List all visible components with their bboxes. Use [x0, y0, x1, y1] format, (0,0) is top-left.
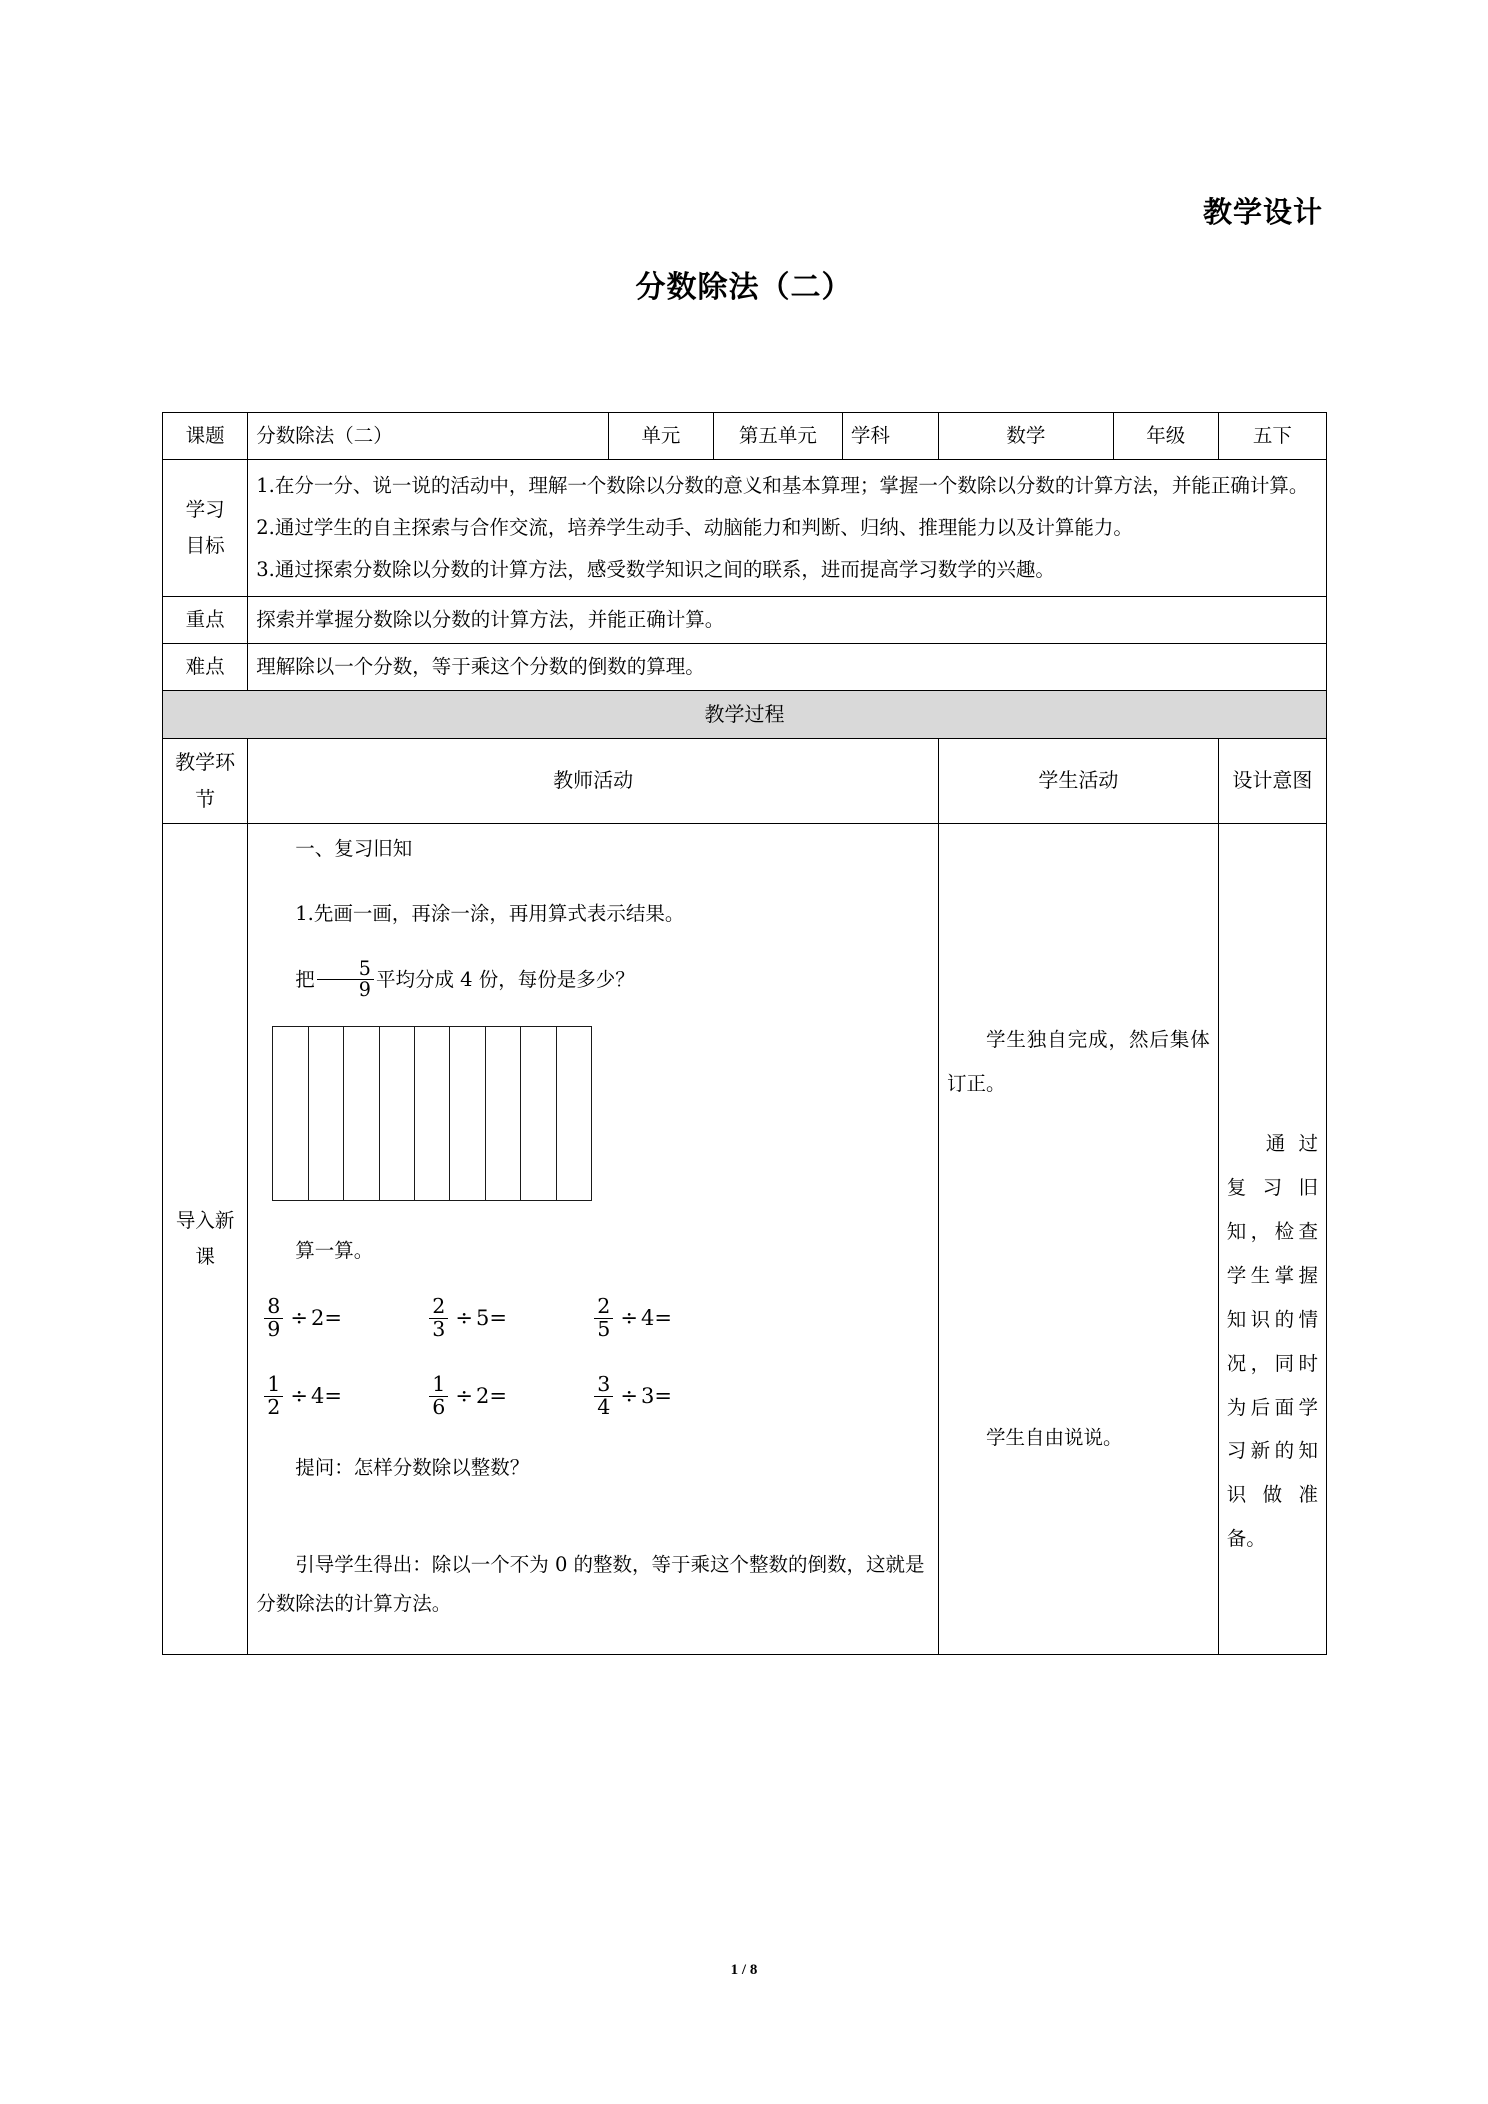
- divide-operator: ÷: [455, 1384, 473, 1409]
- calc-item: [427, 1374, 592, 1418]
- fraction-denominator: 5: [594, 1318, 613, 1341]
- teacher-heading: 一、复习旧知: [295, 836, 413, 860]
- subject-label: 学科: [842, 413, 938, 460]
- fraction-strip-cell: [521, 1027, 556, 1200]
- table-row-key-point: [163, 596, 1327, 643]
- calc-divisor: 4=: [310, 1384, 342, 1409]
- objectives-content: [248, 460, 1327, 597]
- question-suffix: 平均分成 4 份，每份是多少？: [375, 968, 635, 992]
- fraction-strip-cell: [309, 1027, 344, 1200]
- stage-name: 导入新课: [163, 823, 248, 1655]
- calc-divisor: 5=: [475, 1305, 507, 1330]
- process-banner: 教学过程: [163, 690, 1327, 738]
- objectives-label: [163, 460, 248, 597]
- fraction-denominator: 6: [429, 1396, 448, 1419]
- design-intent-note: 通过复习旧知，检查学生掌握知识的情况，同时为后面学习新的知识做准备。: [1226, 1132, 1318, 1551]
- teacher-task-1: 1.先画一画，再涂一涂，再用算式表示结果。: [295, 901, 685, 925]
- fraction-strip-cell: [344, 1027, 379, 1200]
- calc-divisor: 4=: [640, 1305, 672, 1330]
- teacher-conclusion: 引导学生得出：除以一个不为 0 的整数，等于乘这个整数的倒数，这就是分数除法的计算方法。: [256, 1553, 925, 1616]
- student-note-1: 学生独自完成，然后集体订正。: [946, 1028, 1210, 1096]
- table-row-process-headers: [163, 738, 1327, 823]
- fraction-strip-cell: [557, 1027, 591, 1200]
- objectives-label-line1: 学习: [185, 497, 225, 521]
- column-header-student: 学生活动: [938, 738, 1218, 823]
- fraction-numerator: 1: [432, 1372, 446, 1397]
- subject-value: 数学: [938, 413, 1113, 460]
- table-row-process-banner: [163, 690, 1327, 738]
- objectives-label-line2: 目标: [185, 533, 225, 557]
- teacher-question: [256, 956, 930, 1002]
- calc-fraction: [594, 1296, 613, 1340]
- page-number: 1 / 8: [730, 1962, 758, 1978]
- document-type-title: 教学设计: [1202, 195, 1323, 229]
- key-point-text: 探索并掌握分数除以分数的计算方法，并能正确计算。: [248, 596, 1327, 643]
- table-row-process-body: [163, 823, 1327, 1655]
- fraction-strip-cell: [486, 1027, 521, 1200]
- fraction-numerator: 5: [358, 956, 371, 980]
- fraction-strip-cell: [380, 1027, 415, 1200]
- calc-item: [262, 1296, 427, 1340]
- spacer: [1227, 917, 1318, 1122]
- calc-heading: 算一算。: [295, 1239, 374, 1263]
- calc-fraction: [594, 1374, 613, 1418]
- unit-value: 第五单元: [713, 413, 842, 460]
- divide-operator: ÷: [290, 1384, 308, 1409]
- fraction-strip-figure: [272, 1026, 930, 1201]
- divide-operator: ÷: [455, 1305, 473, 1330]
- objective-item-3: 3.通过探索分数除以分数的计算方法，感受数学知识之间的联系，进而提高学习数学的兴趣。: [256, 557, 1055, 581]
- student-note-2: 学生自由说说。: [985, 1426, 1123, 1450]
- difficulty-text: 理解除以一个分数，等于乘这个分数的倒数的算理。: [248, 643, 1327, 690]
- fraction-numerator: 2: [597, 1294, 611, 1319]
- question-prefix: 把: [295, 968, 315, 992]
- divide-operator: ÷: [620, 1384, 638, 1409]
- difficulty-label: 难点: [163, 643, 248, 690]
- fraction-strip-cell: [273, 1027, 308, 1200]
- calc-row-1: [256, 1296, 930, 1340]
- question-fraction: [317, 956, 374, 1002]
- fraction-strip: [272, 1026, 592, 1201]
- calc-fraction: [264, 1374, 283, 1418]
- grade-label: 年级: [1113, 413, 1218, 460]
- calc-fraction: [429, 1374, 448, 1418]
- column-header-teacher: 教师活动: [248, 738, 939, 823]
- divide-operator: ÷: [620, 1305, 638, 1330]
- objective-item-2: 2.通过学生的自主探索与合作交流，培养学生动手、动脑能力和判断、归纳、推理能力以及计算能力。: [256, 515, 1133, 539]
- fraction-denominator: 3: [429, 1318, 448, 1341]
- fraction-numerator: 2: [432, 1294, 446, 1319]
- calc-item: [592, 1296, 757, 1340]
- unit-label: 单元: [608, 413, 713, 460]
- student-activity-cell: [938, 823, 1218, 1655]
- grade-value: 五下: [1218, 413, 1326, 460]
- spacer: [947, 1106, 1210, 1416]
- calc-fraction: [429, 1296, 448, 1340]
- calc-divisor: 2=: [310, 1305, 342, 1330]
- lesson-plan-table: [162, 412, 1327, 1655]
- objective-item-1: 1.在分一分、说一说的活动中，理解一个数除以分数的意义和基本算理；掌握一个数除以分数的计算方法，并能正确计算。: [256, 474, 1309, 498]
- table-row-objectives: [163, 460, 1327, 597]
- calc-divisor: 3=: [640, 1384, 672, 1409]
- teacher-activity-cell: [248, 823, 939, 1655]
- teacher-prompt: 提问：怎样分数除以整数？: [295, 1456, 530, 1480]
- calc-row-2: [256, 1374, 930, 1418]
- calc-fraction: [264, 1296, 283, 1340]
- divide-operator: ÷: [290, 1305, 308, 1330]
- topic-value: 分数除法（二）: [248, 413, 609, 460]
- fraction-strip-cell: [415, 1027, 450, 1200]
- table-row-difficulty: [163, 643, 1327, 690]
- calc-item: [592, 1374, 757, 1418]
- calc-item: [427, 1296, 592, 1340]
- fraction-denominator: 2: [264, 1396, 283, 1419]
- fraction-numerator: 3: [597, 1372, 611, 1397]
- fraction-denominator: 9: [264, 1318, 283, 1341]
- calc-item: [262, 1374, 427, 1418]
- fraction-strip-cell: [450, 1027, 485, 1200]
- fraction-numerator: 8: [267, 1294, 281, 1319]
- fraction-denominator: 9: [317, 979, 374, 1000]
- table-row-info: [163, 413, 1327, 460]
- fraction-numerator: 1: [267, 1372, 281, 1397]
- design-intent-cell: [1218, 823, 1326, 1655]
- lesson-title: 分数除法（二）: [635, 270, 853, 305]
- topic-label: 课题: [163, 413, 248, 460]
- fraction-denominator: 4: [594, 1396, 613, 1419]
- key-point-label: 重点: [163, 596, 248, 643]
- calc-divisor: 2=: [475, 1384, 507, 1409]
- column-header-stage: 教学环节: [163, 738, 248, 823]
- column-header-intent: 设计意图: [1218, 738, 1326, 823]
